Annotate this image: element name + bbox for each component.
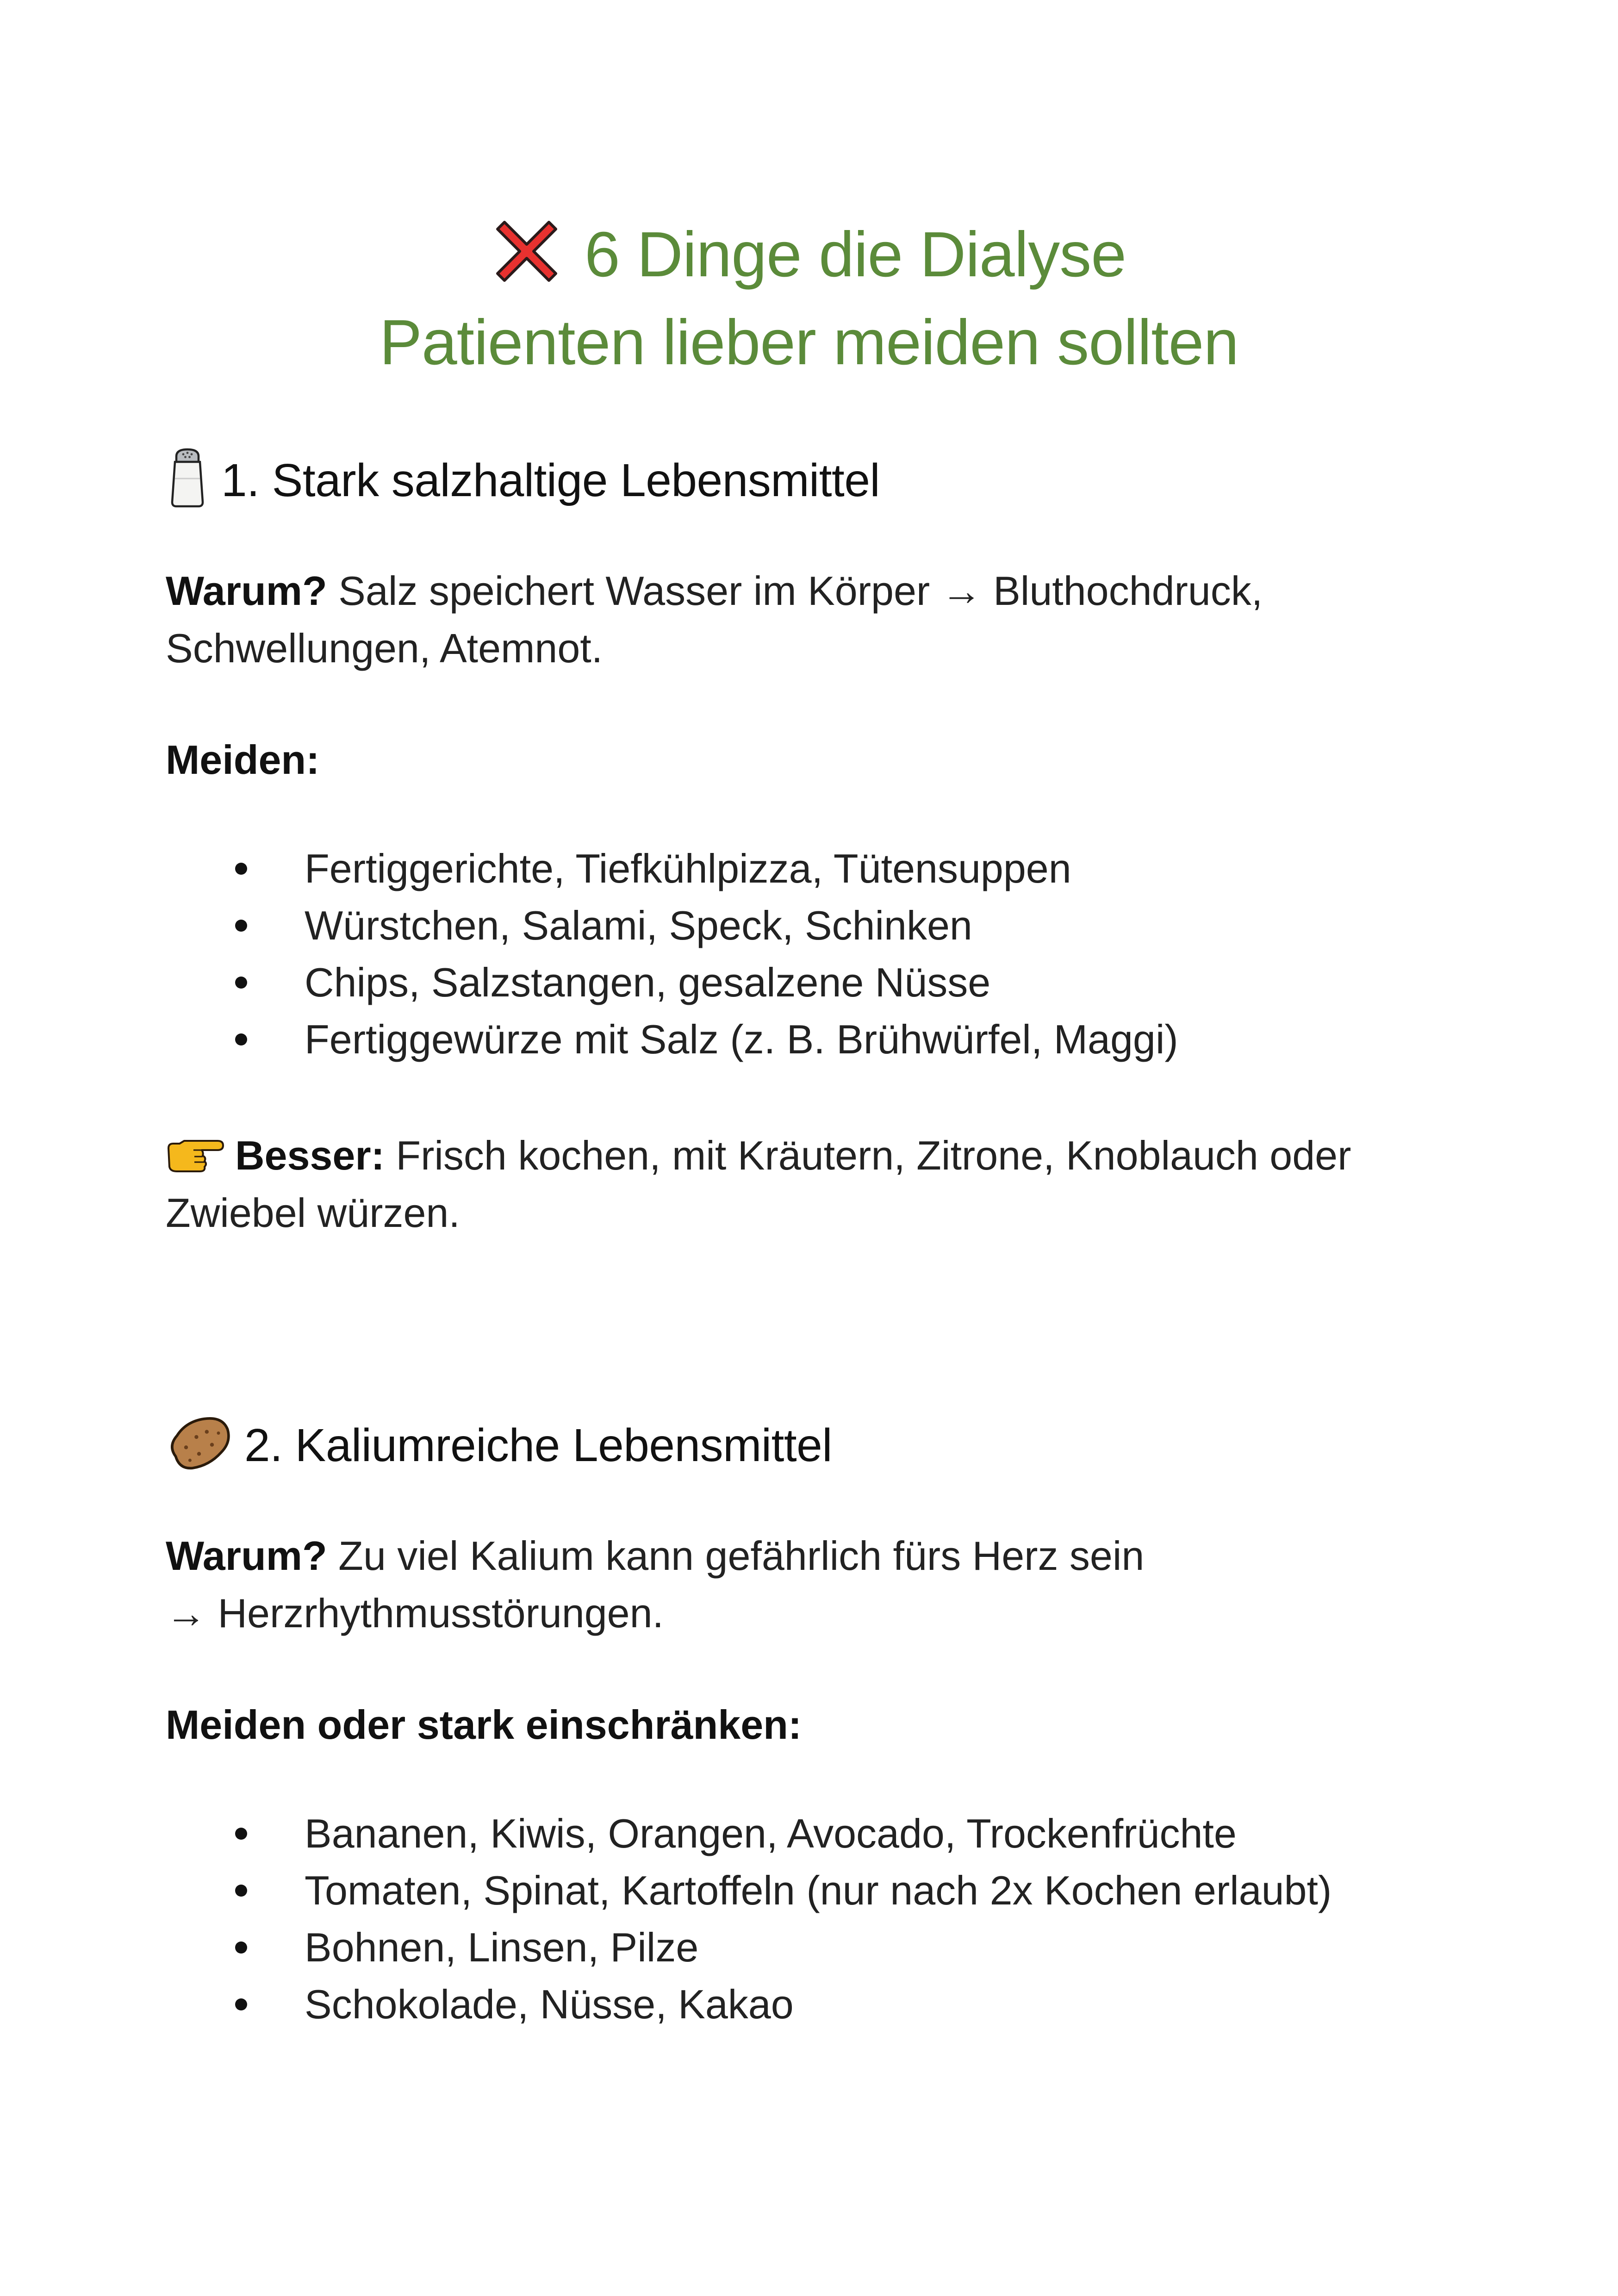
bullet-dot [235,863,247,875]
list-item: Schokolade, Nüsse, Kakao [166,1976,1332,2033]
list-item: Bohnen, Linsen, Pilze [166,1919,1332,1976]
pointing-hand-icon [166,1130,226,1176]
section-1-heading [167,447,880,510]
better-text-line-1: Frisch kochen, mit Kräutern, Zitrone, Knoblauch oder [384,1132,1351,1178]
section-1-better [166,1127,1351,1242]
bullet-dot [235,1941,247,1954]
section-2-avoid-label: Meiden oder stark einschränken: [166,1702,802,1748]
section-2-avoid-list [166,1805,1332,2033]
section-1-why [166,562,1263,677]
why-text-line-2: Schwellungen, Atemnot. [166,625,603,671]
list-item: Fertiggerichte, Tiefkühlpizza, Tütensuppen [166,840,1178,897]
page-title [0,211,1618,386]
title-text-1: 6 Dinge die Dialyse [585,219,1126,290]
bullet-dot [235,1885,247,1897]
list-item: Chips, Salzstangen, gesalzene Nüsse [166,954,1178,1011]
why-text-line-1: Zu viel Kalium kann gefährlich fürs Herz sein [327,1533,1145,1579]
section-2-title: 2. Kaliumreiche Lebensmittel [244,1419,832,1471]
why-text-line-1: Salz speichert Wasser im Körper → Bluthochdruck, [327,568,1263,614]
better-label: Besser: [235,1132,385,1178]
section-1-avoid-list [166,840,1178,1068]
bullet-dot [235,1998,247,2010]
list-item: Tomaten, Spinat, Kartoffeln (nur nach 2x Kochen erlaubt) [166,1862,1332,1919]
section-1-avoid-label: Meiden: [166,737,320,783]
section-2-why [166,1527,1144,1642]
title-line-2: Patienten lieber meiden sollten [379,307,1239,378]
why-label: Warum? [166,568,327,614]
salt-shaker-icon [167,447,208,509]
list-item: Bananen, Kiwis, Orangen, Avocado, Trockenfrüchte [166,1805,1332,1862]
potato-icon [167,1412,231,1474]
list-item: Würstchen, Salami, Speck, Schinken [166,897,1178,954]
title-line-1 [0,211,1618,299]
why-text-line-2: → Herzrhythmusstörungen. [166,1590,664,1636]
bullet-dot [235,1828,247,1840]
section-1-title: 1. Stark salzhaltige Lebensmittel [221,454,880,506]
better-text-line-2: Zwiebel würzen. [166,1190,460,1236]
section-2-heading [167,1412,832,1475]
bullet-dot [235,977,247,989]
why-label: Warum? [166,1533,327,1579]
list-item: Fertiggewürze mit Salz (z. B. Brühwürfel, Maggi) [166,1011,1178,1068]
bullet-dot [235,1033,247,1045]
cross-mark-icon [492,215,561,285]
bullet-dot [235,920,247,932]
